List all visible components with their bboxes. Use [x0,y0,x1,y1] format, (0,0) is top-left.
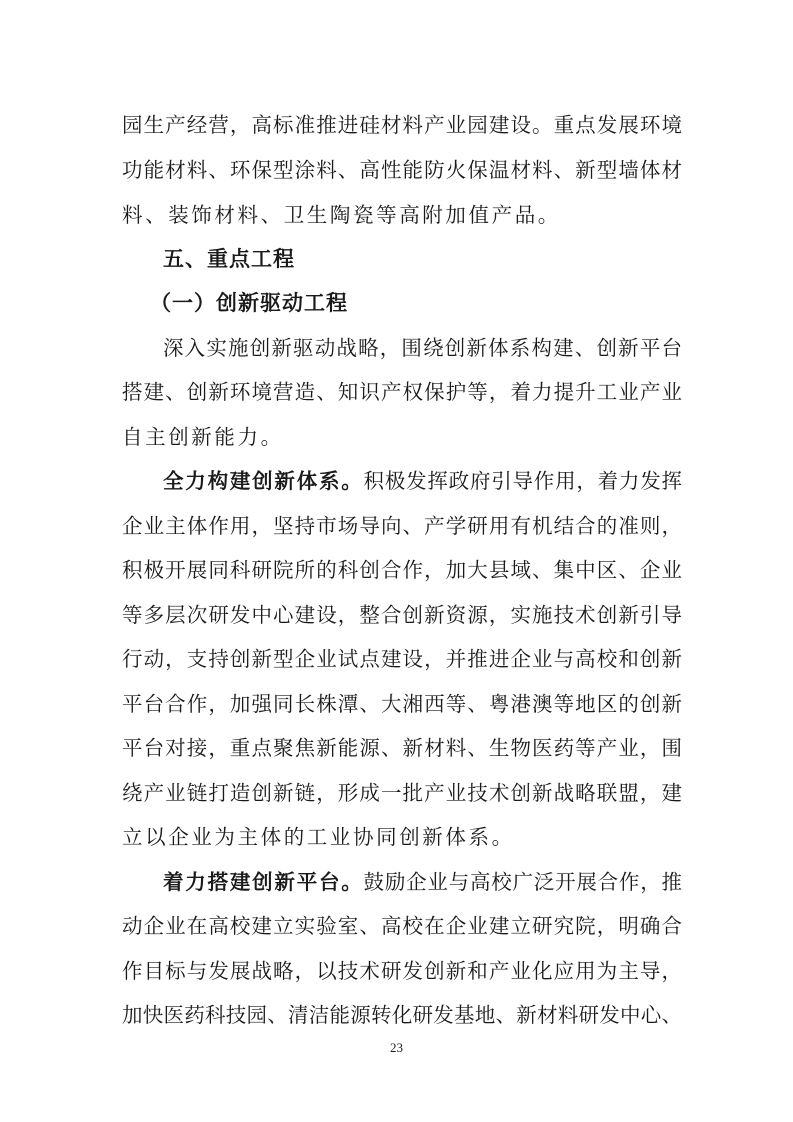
paragraph-line: 料、装饰材料、卫生陶瓷等高附加值产品。 [122,203,561,227]
paragraph-lead-rest: 鼓励企业与高校广泛开展合作，推 [363,870,683,894]
paragraph-line: 园生产经营，高标准推进硅材料产业园建设。重点发展环境 [122,113,682,137]
paragraph-lead: 着力搭建创新平台。 [163,870,364,894]
paragraph-line: 功能材料、环保型涂料、高性能防火保温材料、新型墙体材 [122,158,682,182]
paragraph-first-line [163,467,682,495]
section-heading: 五、重点工程 [163,247,295,271]
paragraph-line: 搭建、创新环境营造、知识产权保护等，着力提升工业产业 [122,380,682,404]
paragraph-line: 平台合作，加强同长株潭、大湘西等、粤港澳等地区的创新 [122,692,682,716]
paragraph-line: 作目标与发展战略，以技术研发创新和产业化应用为主导， [122,959,682,983]
paragraph-lead-rest: 积极发挥政府引导作用，着力发挥 [363,469,683,493]
paragraph-line: 积极开展同科研院所的科创合作，加大县域、集中区、企业 [122,558,682,582]
paragraph-line: 动企业在高校建立实验室、高校在企业建立研究院，明确合 [122,914,682,938]
paragraph-line: 加快医药科技园、清洁能源转化研发基地、新材料研发中心、 [122,1003,682,1027]
paragraph-line: 绕产业链打造创新链，形成一批产业技术创新战略联盟，建 [122,781,682,805]
paragraph-lead: 全力构建创新体系。 [163,469,364,493]
paragraph-first-line [163,868,682,896]
page-number: 23 [390,1040,403,1055]
paragraph-line: 行动，支持创新型企业试点建设，并推进企业与高校和创新 [122,647,682,671]
paragraph-line: 自主创新能力。 [122,425,284,449]
paragraph-line: 深入实施创新驱动战略，围绕创新体系构建、创新平台 [163,336,682,360]
paragraph-line: 企业主体作用，坚持市场导向、产学研用有机结合的准则， [122,514,682,538]
paragraph-line: 立以企业为主体的工业协同创新体系。 [122,825,515,849]
paragraph-line: 等多层次研发中心建设，整合创新资源，实施技术创新引导 [122,603,682,627]
paragraph-line: 平台对接，重点聚焦新能源、新材料、生物医药等产业，围 [122,736,682,760]
subsection-heading: （一）创新驱动工程 [150,291,348,315]
